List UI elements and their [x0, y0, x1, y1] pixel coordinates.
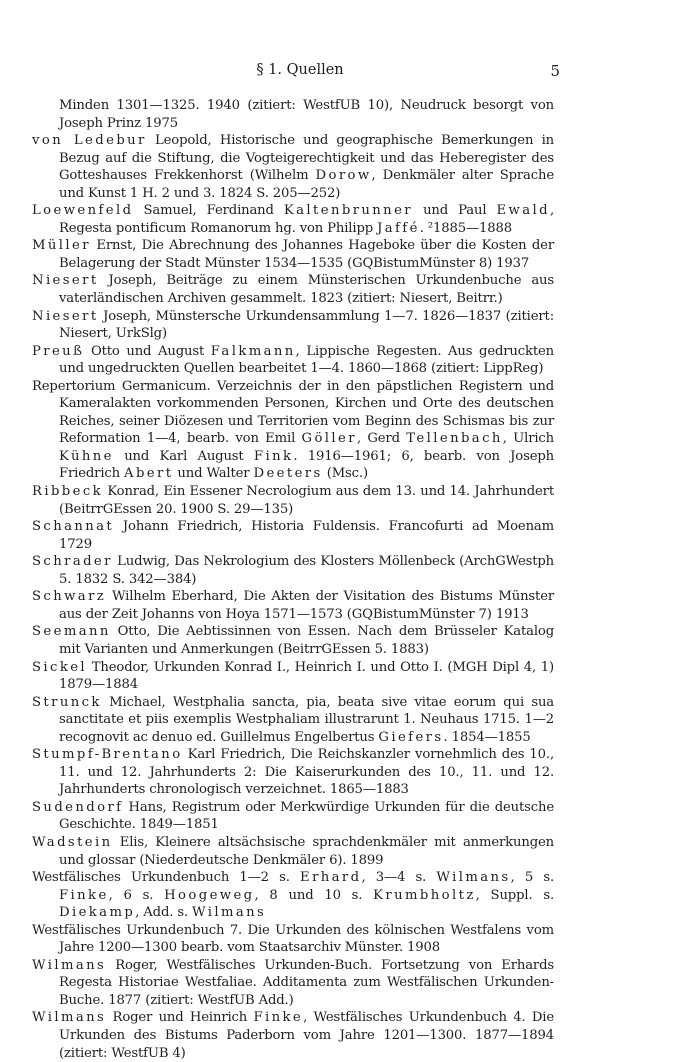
bibliography-entry [32, 202, 554, 237]
bibliography-entry [32, 518, 554, 553]
author-name-spaced: Kaltenbrunner [283, 203, 413, 219]
author-name-spaced: Göller [301, 431, 357, 447]
entry-text: , Denkmäler alter Sprache und Kunst 1 H. 2 und 3. 1824 S. 205—252) [59, 168, 554, 201]
author-name-spaced: Wilmans [436, 870, 511, 886]
entry-text: Joseph, Münstersche Urkundensammlung 1—7. 1826—1837 (zitiert: Niesert, UrkSlg) [59, 308, 554, 342]
bibliography-entry [32, 237, 554, 272]
entry-text: Ernst, Die Abrechnung des Johannes Hageboke über die Kosten der Belagerung der Stadt Münster 1534—1535 (GQBistumMünster 8) 1937 [59, 238, 554, 271]
entry-text: Elis, Kleinere altsächsische sprachdenkmäler mit anmerkungen und glossar (Niederdeutsche Denkmäler 6). 1899 [59, 834, 554, 868]
author-name-spaced: Falkmann [210, 343, 296, 359]
bibliography-entry [32, 869, 554, 922]
author-name-spaced: Loewenfeld [32, 203, 134, 219]
entry-text: Theodor, Urkunden Konrad I., Heinrich I. und Otto I. (MGH Dipl 4, 1) 1879—1884 [59, 659, 554, 693]
author-name-spaced: Sickel [32, 659, 88, 675]
author-name-spaced: Krumbholtz [373, 887, 476, 903]
entry-text: (Msc.) [322, 466, 368, 482]
entry-text: Roger, Westfälisches Urkunden-Buch. Fortsetzung von Erhards Regesta Historiae Westfaliae. Additamenta zum Westfälischen Urkunden-Buche. 1877 (zitiert: WestfUB Add.) [59, 957, 554, 1008]
entry-text: und Walter [173, 466, 254, 482]
entry-text: Ludwig, Das Nekrologium des Klosters Möllenbeck (ArchGWestph 5. 1832 S. 342—384) [59, 554, 554, 587]
entry-text: Joseph, Beiträge zu einem Münsterischen Urkundenbuche aus vaterländischen Archiven gesammelt. 1823 (zitiert: Niesert, Beitrr.) [59, 273, 554, 307]
author-name-spaced: Finke [253, 1010, 304, 1026]
author-name-spaced: Niesert [32, 273, 99, 289]
author-name-spaced: Hoogeweg [164, 887, 255, 903]
author-name-spaced: Schrader [32, 554, 113, 570]
author-name-spaced: Sudendorf [32, 799, 124, 815]
bibliography-entry [32, 272, 554, 307]
bibliography-entry [32, 694, 554, 747]
entry-text: , 6 s. [108, 887, 165, 903]
author-name-spaced: Kühne [59, 448, 114, 464]
author-name-spaced: Erhard [300, 870, 362, 886]
bibliography-entry [32, 308, 554, 343]
author-name-spaced: Ribbeck [32, 484, 104, 500]
author-name-spaced: Fink [253, 448, 294, 464]
author-name-spaced: Finke [59, 887, 109, 903]
entry-text: Wilhelm Eberhard, Die Akten der Visitation des Bistums Münster aus der Zeit Johanns von Hoya 1571—1573 (GQBistumMünster 7) 1913 [59, 589, 554, 622]
author-name-spaced: Wilmans [192, 905, 267, 921]
bibliography-list [32, 97, 554, 1062]
author-name-spaced: Strunck [32, 694, 102, 710]
entry-text: , 8 und 10 s. [254, 887, 374, 903]
author-name-spaced: Dorow [315, 168, 372, 184]
entry-text: Johann Friedrich, Historia Fuldensis. Francofurti ad Moenam 1729 [59, 519, 554, 552]
bibliography-entry [32, 623, 554, 658]
author-name-spaced: Wilmans [32, 1010, 107, 1026]
bibliography-entry [32, 378, 554, 483]
author-name-spaced: Wadstein [32, 834, 113, 850]
author-name-spaced: Stumpf-Brentano [32, 747, 183, 763]
entry-text: . 1916—1961; 6, bearb. von Joseph Friedrich [59, 448, 555, 482]
entry-text: Hans, Registrum oder Merkwürdige Urkunden für die deutsche Geschichte. 1849—1851 [59, 799, 554, 833]
author-name-spaced: von Ledebur [32, 133, 147, 149]
bibliography-entry [32, 834, 554, 869]
entry-text: . ²1885—1888 [419, 220, 512, 236]
entry-text: , Westfälisches Urkundenbuch 4. Die Urkunden des Bistums Paderborn vom Jahre 1201—1300. 1877—1894 (zitiert: WestfUB 4) [59, 1010, 554, 1061]
entry-text: Westfälisches Urkundenbuch 7. Die Urkunden des kölnischen Westfalens vom Jahre 1200—1300 bearb. vom Staatsarchiv Münster. 1908 [32, 922, 554, 956]
entry-text: , 5 s. [510, 870, 554, 886]
bibliography-entry [32, 553, 554, 588]
entry-text: , Ulrich [502, 431, 555, 447]
entry-text: Roger und Heinrich [106, 1010, 254, 1026]
entry-text: , Gerd [356, 431, 407, 447]
entry-text: Westfälisches Urkundenbuch 1—2 s. [32, 870, 301, 886]
entry-text: , Add. s. [135, 905, 193, 921]
bibliography-entry [32, 483, 554, 518]
entry-text: Karl Friedrich, Die Reichskanzler vornehmlich des 10., 11. und 12. Jahrhunderts 2: Die Kaiserurkunden des 10., 11. und 12. Jahrhunderts chronologisch verzeichnet. 1865—1883 [59, 747, 554, 798]
entry-text: Otto, Die Aebtissinnen von Essen. Nach dem Brüsseler Katalog mit Varianten und Anmerkungen (BeitrrGEssen 5. 1883) [59, 624, 554, 657]
bibliography-entry [32, 588, 554, 623]
entry-text: Konrad, Ein Essener Necrologium aus dem 13. und 14. Jahrhundert (BeitrrGEssen 20. 1900 S. 29—135) [59, 484, 554, 517]
entry-text: und Karl August [113, 448, 254, 464]
author-name-spaced: Schannat [32, 519, 115, 535]
entry-text: Minden 1301—1325. 1940 (zitiert: WestfUB 10), Neudruck besorgt von Joseph Prinz 1975 [59, 98, 554, 131]
bibliography-entry [32, 746, 554, 799]
page-number: 5 [550, 62, 560, 80]
entry-text: Repertorium Germanicum. Verzeichnis der in den päpstlichen Registern und Kameralakten vorkommenden Personen, Kirchen und Orte des deutschen Reiches, seiner Diözesen und Territorien vom Beginn des Schismas bis zur Reformation 1—4, bearb. von Emil [32, 378, 554, 447]
entry-text: und Paul [413, 203, 497, 219]
author-name-spaced: Tellenbach [406, 431, 503, 447]
bibliography-entry [32, 922, 554, 957]
entry-text: Leopold, Historische und geographische Bemerkungen in Bezug auf die Stiftung, die Vogteigerechtigkeit und das Heberegister des Gotteshauses Frekkenhorst (Wilhelm [59, 133, 554, 184]
author-name-spaced: Seemann [32, 624, 111, 640]
author-name-spaced: Schwarz [32, 589, 107, 605]
author-name-spaced: Diekamp [59, 905, 136, 921]
entry-text: , Suppl. s. [475, 887, 554, 903]
entry-text: , 3—4 s. [361, 870, 437, 886]
author-name-spaced: Niesert [32, 308, 99, 324]
entry-text: Samuel, Ferdinand [133, 203, 284, 219]
bibliography-entry [32, 957, 554, 1010]
entry-text: Otto und August [84, 343, 211, 359]
entry-text: . 1854—1855 [443, 729, 531, 745]
bibliography-entry [32, 659, 554, 694]
author-name-spaced: Deeters [253, 466, 323, 482]
author-name-spaced: Ewald [496, 203, 550, 219]
running-head: § 1. Quellen [256, 62, 344, 78]
page-header [0, 62, 700, 84]
entry-text: Michael, Westphalia sancta, pia, beata sive vitae eorum qui sua sanctitate et piis exemplis Westphaliam illustrarunt 1. Neuhaus 1715. 1—2 recognovit ac denuo ed. Guillelmus Engelbertus [59, 694, 554, 745]
bibliography-entry [32, 1009, 554, 1062]
author-name-spaced: Preuß [32, 343, 85, 359]
bibliography-entry [32, 343, 554, 378]
author-name-spaced: Müller [32, 238, 91, 254]
bibliography-entry [32, 799, 554, 834]
entry-text: , Regesta pontificum Romanorum hg. von Philipp [59, 203, 554, 236]
author-name-spaced: Abert [124, 466, 174, 482]
author-name-spaced: Giefers [378, 729, 444, 745]
author-name-spaced: Jaffé [377, 220, 420, 236]
bibliography-entry [32, 97, 554, 132]
author-name-spaced: Wilmans [32, 957, 107, 973]
entry-text: , Lippische Regesten. Aus gedruckten und ungedruckten Quellen bearbeitet 1—4. 1860—1868 (zitiert: LippReg) [59, 343, 554, 377]
bibliography-entry [32, 132, 554, 202]
